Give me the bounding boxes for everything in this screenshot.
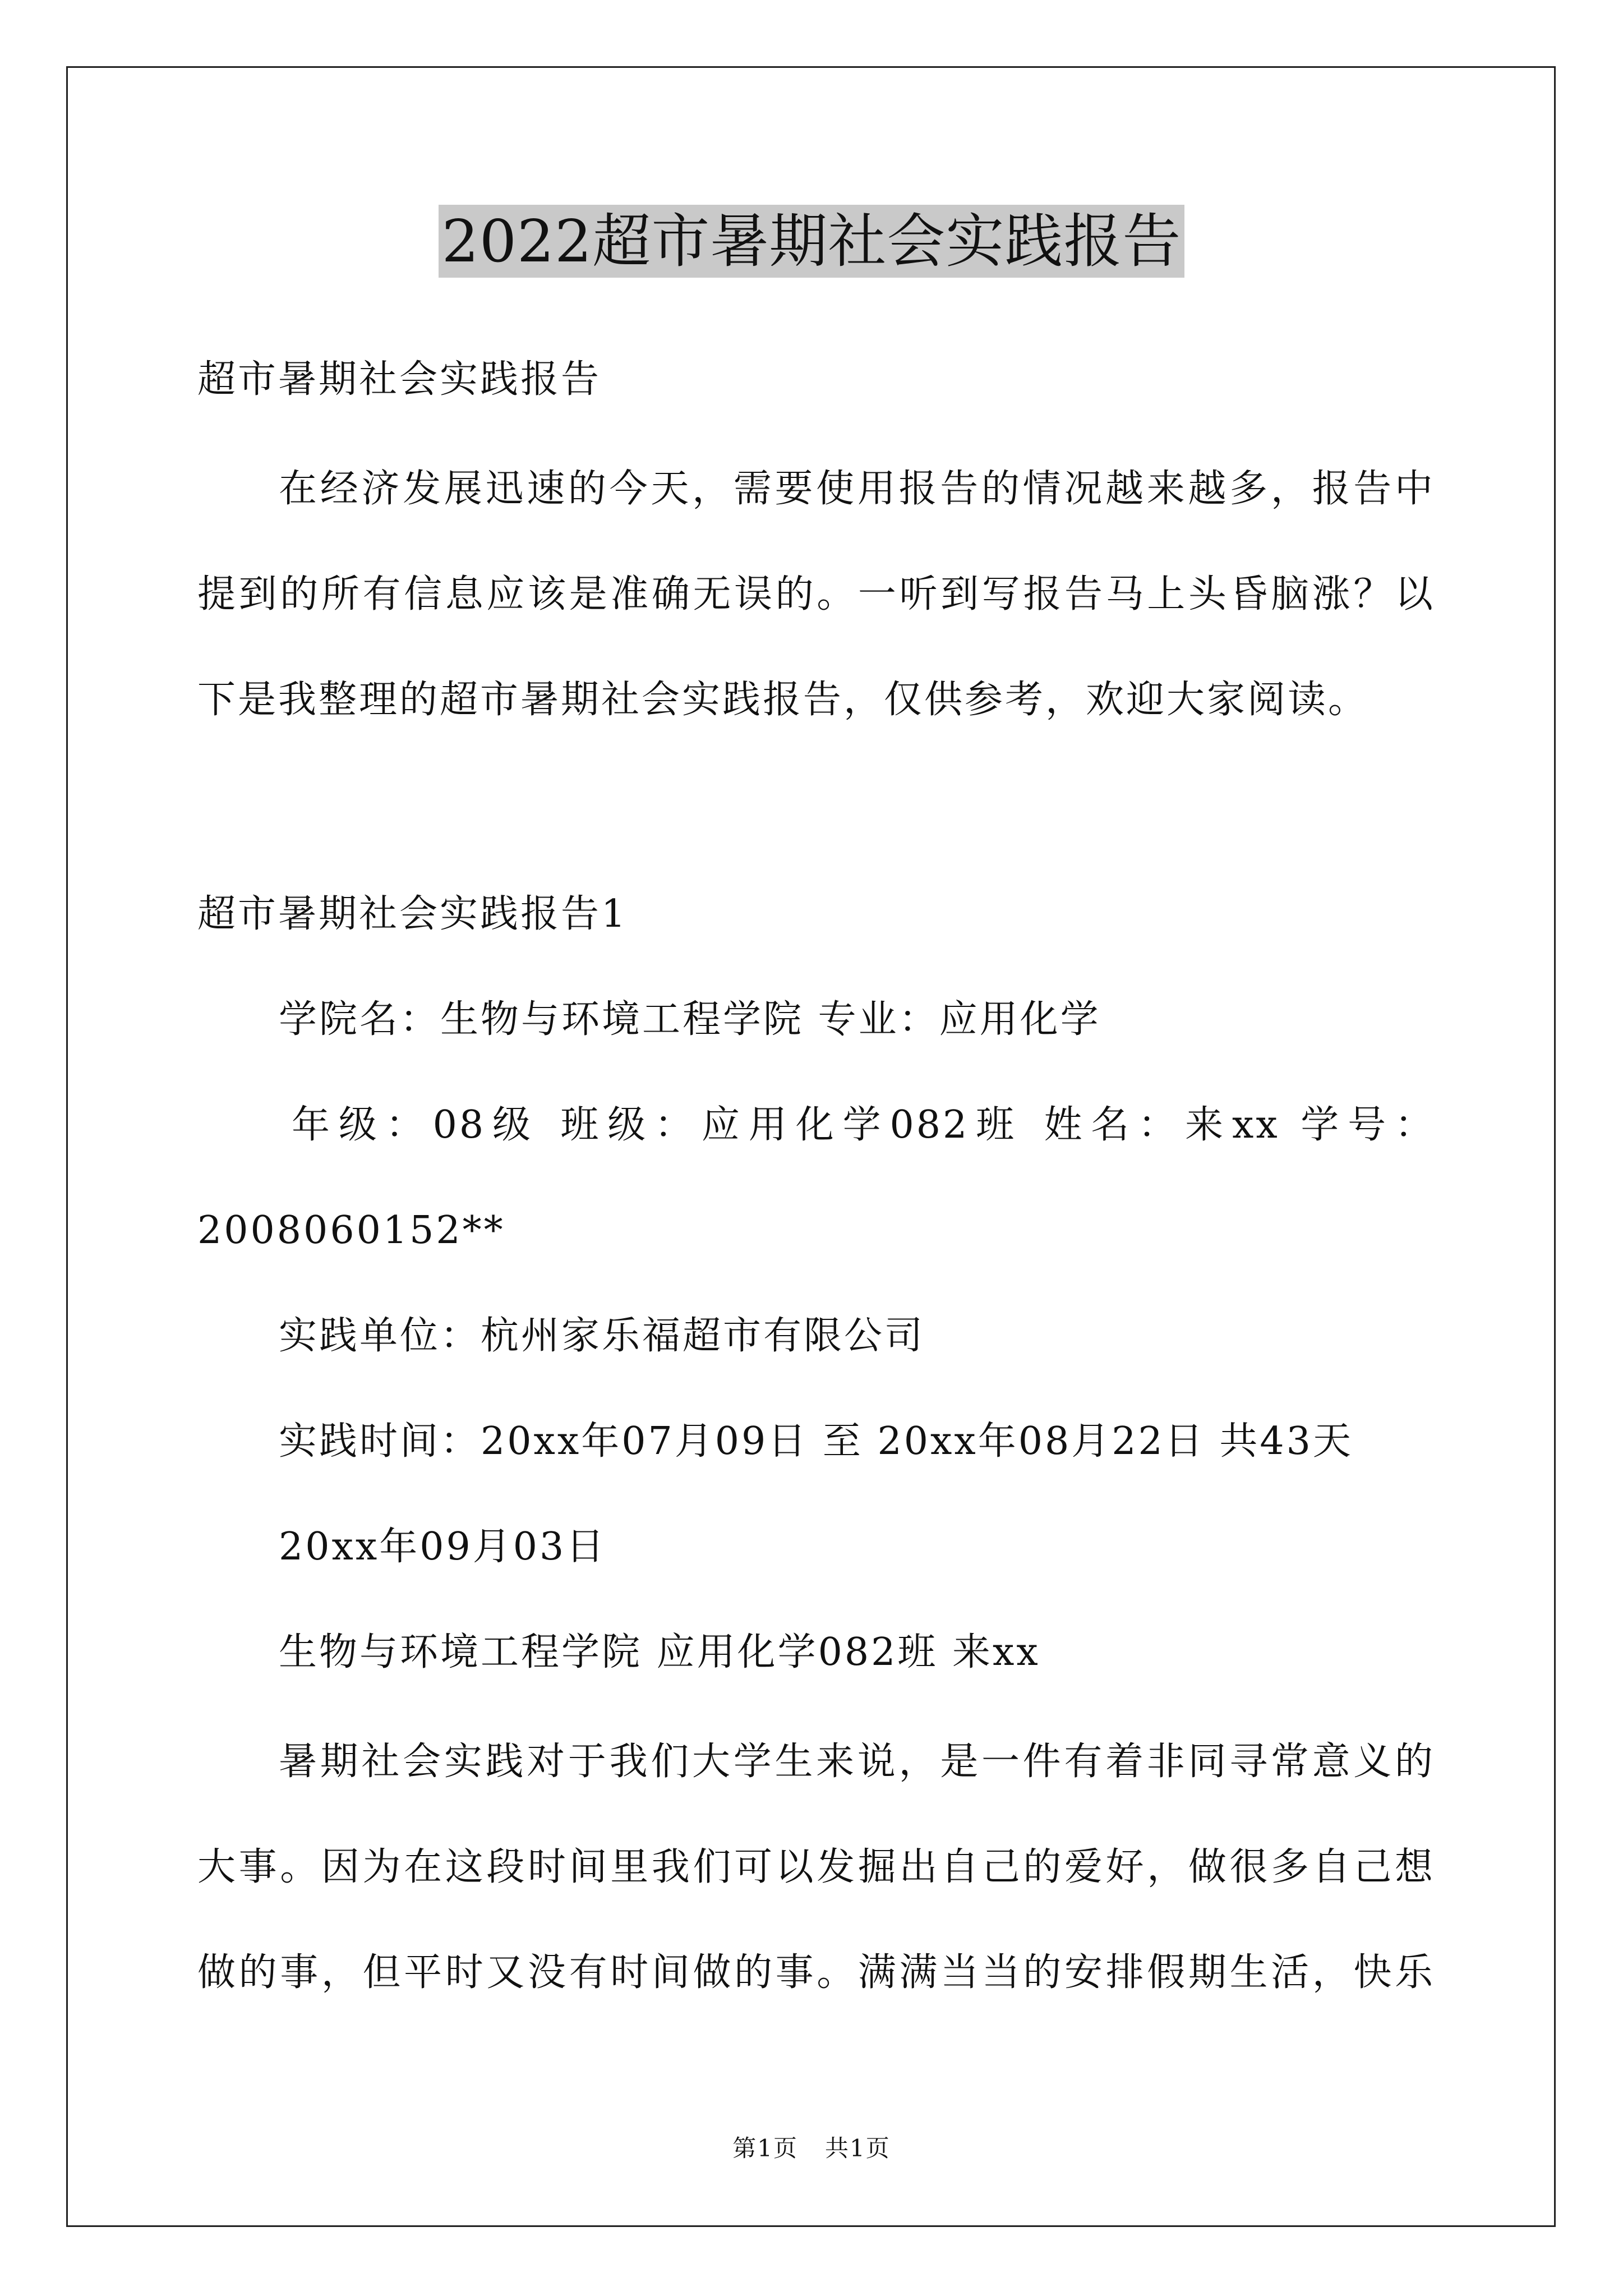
report-date: 20xx年09月03日 [279,1525,607,1569]
intro-line-3: 下是我整理的超市暑期社会实践报告，仅供参考，欢迎大家阅读。 [197,678,1369,722]
page-footer [0,2132,1623,2165]
title-container [0,205,1623,278]
college-major-line: 学院名：生物与环境工程学院 专业：应用化学 [279,997,1101,1042]
author-line: 生物与环境工程学院 应用化学082班 来xx [279,1630,1040,1674]
subtitle: 超市暑期社会实践报告 [197,357,602,402]
student-id: 2008060152** [197,1208,505,1253]
section-heading: 超市暑期社会实践报告1 [197,892,628,936]
page-total: 共1页 [825,2134,891,2162]
page-number: 第1页 [732,2134,798,2162]
document-title: 2022超市暑期社会实践报告 [439,205,1185,278]
practice-time: 实践时间：20xx年07月09日 至 20xx年08月22日 共43天 [279,1419,1353,1464]
practice-unit: 实践单位：杭州家乐福超市有限公司 [279,1314,925,1358]
body-line-2: 大事。因为在这段时间里我们可以发掘出自己的爱好，做很多自己想 [197,1845,1435,1889]
body-line-1: 暑期社会实践对于我们大学生来说，是一件有着非同寻常意义的 [279,1740,1435,1784]
intro-line-1: 在经济发展迅速的今天，需要使用报告的情况越来越多，报告中 [279,467,1435,511]
body-line-3: 做的事，但平时又没有时间做的事。满满当当的安排假期生活，快乐 [197,1950,1435,1995]
intro-line-2: 提到的所有信息应该是准确无误的。一听到写报告马上头昏脑涨？以 [197,572,1435,616]
grade-class-line: 年级：08级 班级：应用化学082班 姓名：来xx 学号： [292,1103,1435,1147]
